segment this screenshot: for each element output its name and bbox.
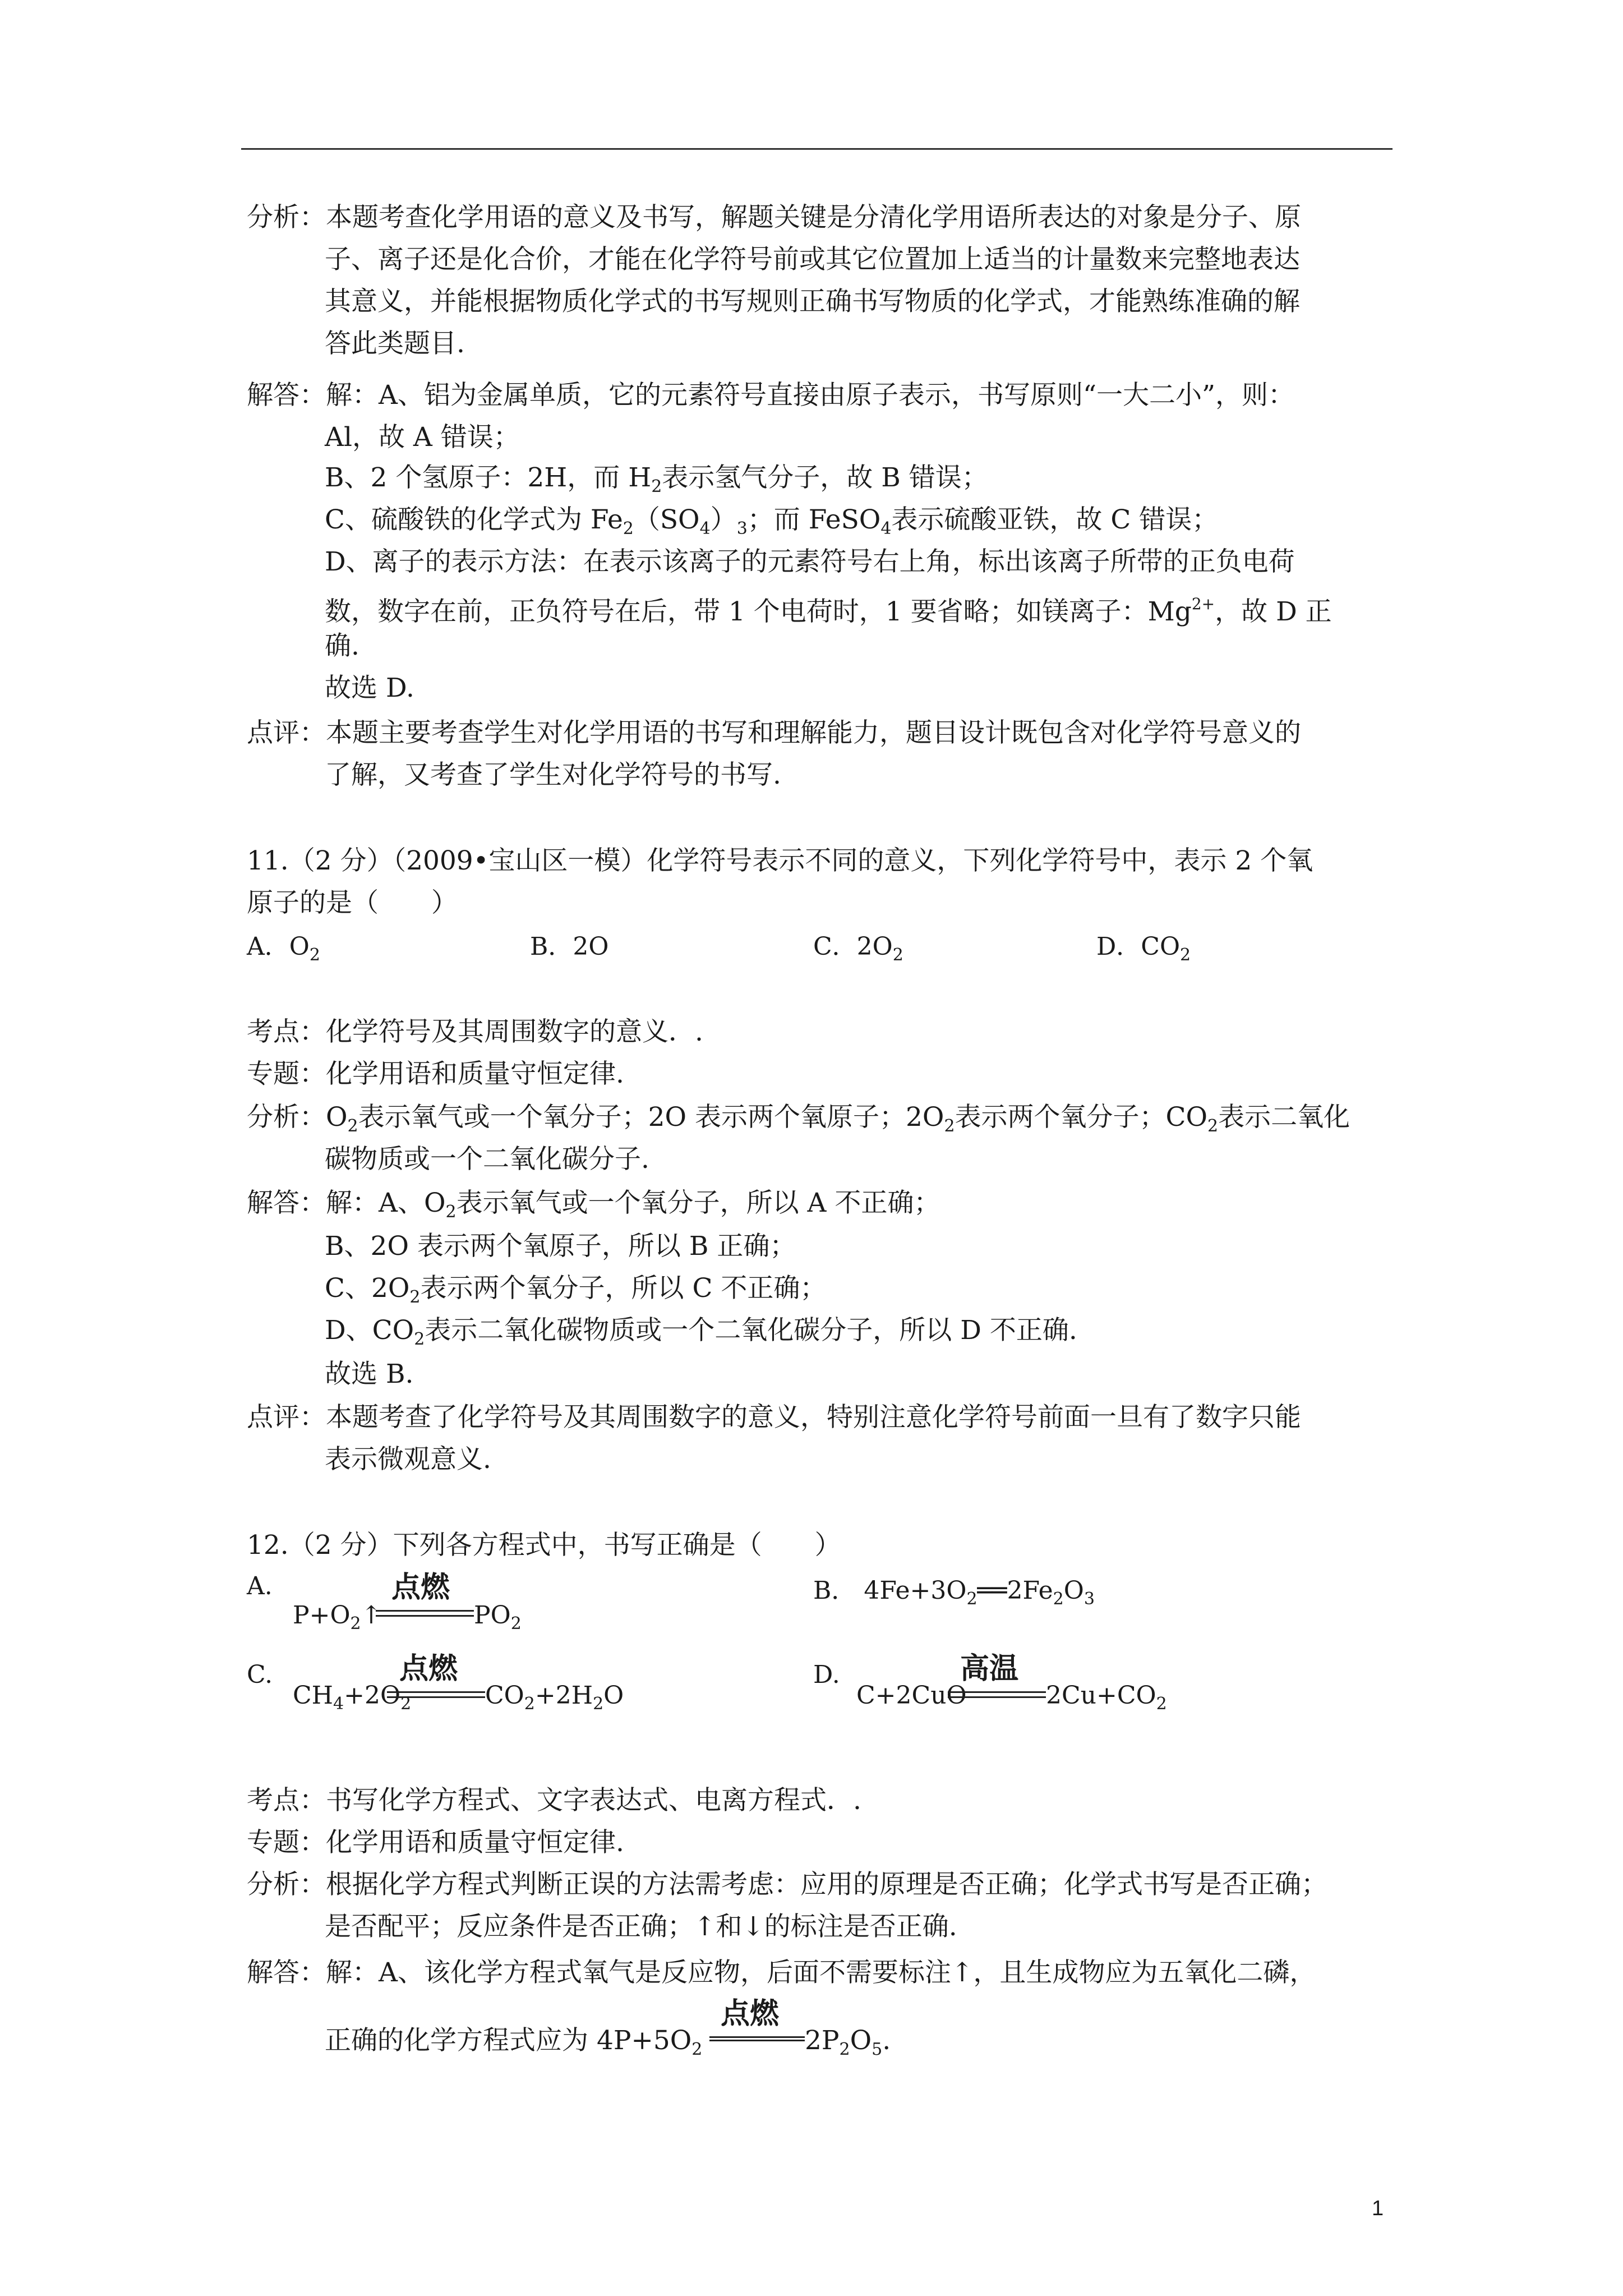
q11-analysis-2: 碳物质或一个二氧化碳分子.	[325, 1144, 649, 1175]
q11-solution-b: B、2O 表示两个氧原子，所以 B 正确；	[325, 1231, 796, 1262]
q11-zhuanti: 专题：化学用语和质量守恒定律.	[247, 1059, 624, 1089]
q10-solution-c: C、硫酸铁的化学式为 $Fe_2(SO_4)_3$；而 FeSO$_4$表示硫酸亚铁，故 C 错误；	[325, 504, 1219, 539]
q11-solution-a: 解答：解：A、$O_2$表示氧气或一个氧分子，所以 A 不正确；	[247, 1188, 940, 1222]
q11-analysis-1: 分析：$O_2$表示氧气或一个氧分子；2O 表示两个氧原子；$2O_2$表示两个氧分子；$CO_2$表示二氧化	[247, 1102, 1350, 1136]
q12-option-d-condition: 高温	[960, 1652, 1019, 1686]
q10-analysis-line-1: 分析：本题考查化学用语的意义及书写，解题关键是分清化学用语所表达的对象是分子、原	[247, 202, 1301, 233]
q12-option-d-lhs: C+2CuO	[856, 1681, 967, 1710]
q12-option-c-lhs: $CH_4+2O_2$	[293, 1681, 412, 1714]
q10-analysis-line-4: 答此类题目.	[325, 328, 465, 359]
q11-comment-1: 点评：本题考查了化学符号及其周围数字的意义，特别注意化学符号前面一旦有了数字只能	[247, 1402, 1301, 1433]
q12-option-d-equals	[948, 1691, 1046, 1698]
q10-solution-head: 解答：解：A、铝为金属单质，它的元素符号直接由原子表示，书写原则“一大二小”，则：	[247, 380, 1294, 411]
q10-solution-d-3: 确.	[325, 631, 359, 661]
q12-solution-2-condition: 点燃	[721, 1997, 780, 2031]
q12-option-b: B． $4Fe+3O_2══2Fe_2O_3$	[813, 1576, 1095, 1609]
q12-analysis-2: 是否配平；反应条件是否正确；↑和↓的标注是否正确.	[325, 1911, 957, 1942]
q10-analysis-line-2: 子、离子还是化合价，才能在化学符号前或其它位置加上适当的计量数来完整地表达	[325, 244, 1300, 275]
q10-solution-d-1: D、离子的表示方法：在表示该离子的元素符号右上角，标出该离子所带的正负电荷	[325, 546, 1295, 577]
q12-option-d-rhs: $2Cu+CO_2$	[1046, 1681, 1167, 1714]
q12-option-c-rhs: $CO_2+2H_2O$	[485, 1681, 624, 1714]
q10-solution-a: Al，故 A 错误；	[325, 422, 520, 453]
q10-comment-2: 了解，又考查了学生对化学符号的书写.	[325, 760, 781, 790]
q12-option-a-rhs: $PO_2$	[474, 1601, 522, 1634]
q12-option-c-equals	[387, 1691, 485, 1698]
q11-question-1: 11.（2 分）（2009•宝山区一模）化学符号表示不同的意义，下列化学符号中，表示 2 个氧	[247, 845, 1313, 876]
q12-option-c-label: C.	[247, 1660, 273, 1689]
q11-question-2: 原子的是（ ）	[247, 887, 458, 918]
q12-option-a-label: A.	[247, 1572, 273, 1600]
q10-solution-d-2: 数，数字在前，正负符号在后，带 1 个电荷时，1 要省略；如镁离子：$Mg^{2+}$，故 D 正	[325, 595, 1332, 627]
page-number: 1	[1372, 2197, 1384, 2220]
q12-option-a-condition: 点燃	[391, 1571, 450, 1604]
q11-choice: 故选 B.	[325, 1359, 414, 1389]
q11-kaodian: 考点：化学符号及其周围数字的意义．.	[247, 1016, 703, 1047]
q10-comment-1: 点评：本题主要考查学生对化学用语的书写和理解能力，题目设计既包含对化学符号意义的	[247, 717, 1301, 748]
q12-option-c-condition: 点燃	[399, 1652, 458, 1686]
q12-zhuanti: 专题：化学用语和质量守恒定律.	[247, 1827, 624, 1858]
q12-question: 12.（2 分）下列各方程式中，书写正确是（ ）	[247, 1530, 841, 1561]
q11-option-d: D．$CO_2$	[1096, 932, 1191, 965]
q11-solution-c: C、$2O_2$表示两个氧分子，所以 C 不正确；	[325, 1273, 827, 1307]
q12-option-a-equals	[376, 1610, 474, 1617]
q12-solution-1: 解答：解：A、该化学方程式氧气是反应物，后面不需要标注↑，且生成物应为五氧化二磷，	[247, 1957, 1316, 1988]
q11-option-b: B．2O	[530, 932, 609, 961]
q12-option-a-lhs: $P+O_2↑$	[293, 1601, 382, 1634]
q11-option-a: A．$O_2$	[247, 932, 320, 965]
q12-solution-2-rhs: $2P_2O_5$.	[805, 2025, 891, 2059]
q12-solution-2-lhs: 正确的化学方程式应为 $4P+5O_2$	[325, 2025, 703, 2059]
q11-option-c: C．$2O_2$	[813, 932, 903, 965]
q11-solution-d: D、$CO_2$表示二氧化碳物质或一个二氧化碳分子，所以 D 不正确.	[325, 1315, 1077, 1349]
q10-choice: 故选 D.	[325, 673, 414, 703]
q12-kaodian: 考点：书写化学方程式、文字表达式、电离方程式．.	[247, 1785, 861, 1816]
q11-comment-2: 表示微观意义.	[325, 1444, 491, 1475]
q10-solution-b: B、2 个氢原子：2H，而 $H_2$表示氢气分子，故 B 错误；	[325, 462, 988, 496]
q10-analysis-line-3: 其意义，并能根据物质化学式的书写规则正确书写物质的化学式，才能熟练准确的解	[325, 286, 1300, 317]
q12-solution-2-equals	[709, 2036, 805, 2041]
q12-option-d-label: D.	[813, 1660, 840, 1689]
header-rule	[241, 148, 1393, 150]
q12-analysis-1: 分析：根据化学方程式判断正误的方法需考虑：应用的原理是否正确；化学式书写是否正确；	[247, 1869, 1327, 1900]
